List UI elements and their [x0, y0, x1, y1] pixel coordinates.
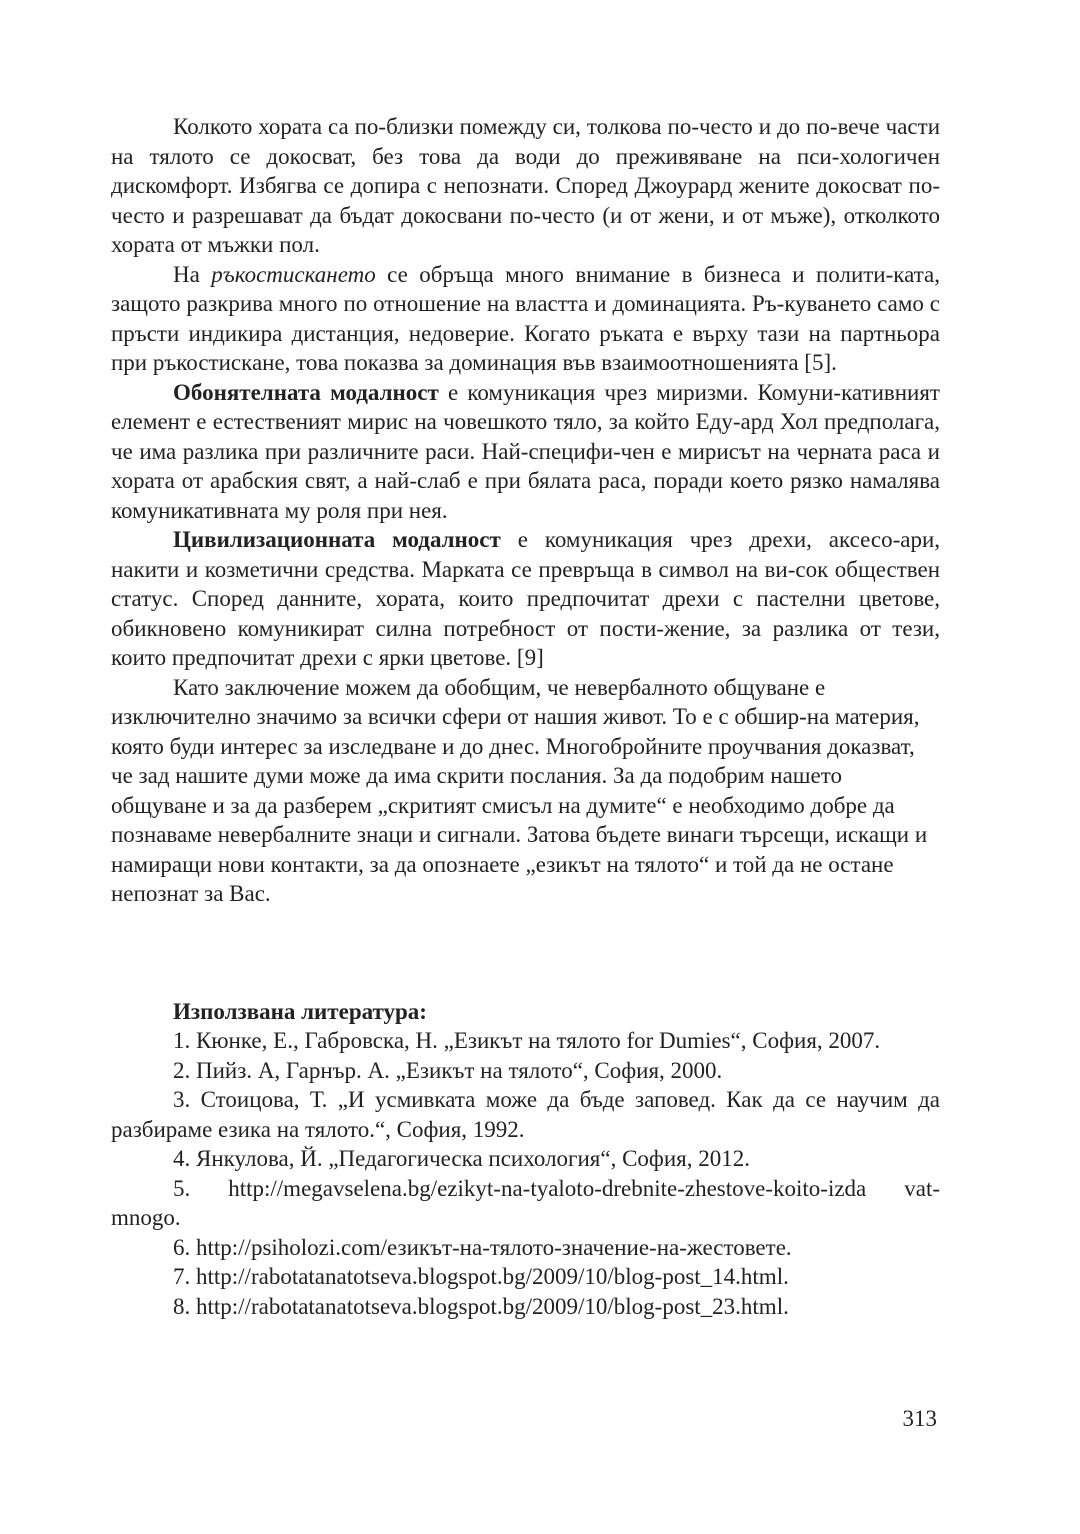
references-title: Използвана литература:	[173, 998, 427, 1024]
reference-item: 4. Янкулова, Й. „Педагогическа психология“, София, 2012.	[173, 1146, 750, 1171]
paragraph-text: На	[173, 261, 212, 287]
paragraph-text: е комуникация чрез дрехи, аксесо-ари, накити и козметични средства. Марката се превръща в символ на ви-сок обществен статус. Според данните, хората, които предпочитат дрехи с пастелни цветове, обикновено комуникират силна потребност от пости-жение, за разлика от тези, които предпочитат дрехи с ярки цветове. [9]	[111, 527, 941, 670]
paragraph-text: е комуникация чрез миризми. Комуни-кативният елемент е естественият мирис на човешкото тяло, за който Еду-ард Хол предполага, че има разлика при различните раси. Най-специфи-чен е мирисът на черната раса и хората от арабския свят, а най-слаб е при бялата раса, поради което рязко намалява комуникативната му роля при нея.	[111, 379, 940, 523]
bold-term: Цивилизационната модалност	[173, 527, 501, 552]
reference-item: 2. Пийз. А, Гарнър. А. „Езикът на тялото“, София, 2000.	[173, 1057, 723, 1083]
paragraph-text: се обръща много внимание в бизнеса и полити-ката, защото разкрива много по отношение на властта и доминацията. Ръ-куването само с пръсти индикира дистанция, недоверие. Когато ръката е върху тази на партньора при ръкостискане, това показва за доминация във взаимоотношенията [5].	[111, 261, 941, 375]
reference-item: 3. Стоицова, Т. „И усмивката може да бъде заповед. Как да се научим да разбираме езика на тялото.“, София, 1992.	[111, 1087, 940, 1142]
paragraph-touch	[111, 112, 940, 260]
paragraph-conclusion	[111, 673, 940, 909]
paragraph-civilization	[111, 525, 940, 673]
paragraph-text: Като заключение можем да обобщим, че невербалното общуване е изключително значимо за всички сфери от нашия живот. То е с обшир-на материя, която буди интерес за изследване и до днес. Многобройните проучвания доказват, че зад нашите думи може да има скрити послания. За да подобрим нашето общуване и за да разберем „скритият смисъл на думите“ е необходимо добре да познаваме невербалните знаци и сигнали. Затова бъдете винаги търсещи, искащи и намиращи нови контакти, за да опознаете „езикът на тялото“ и той да не остане непознат за Вас.	[111, 674, 928, 906]
reference-item: 8. http://rabotatanatotseva.blogspot.bg/2009/10/blog-post_23.html.	[173, 1293, 789, 1319]
paragraph-text: Колкото хората са по-близки помежду си, толкова по-често и до по-вече части на тялото се докосват, без това да води до преживяване на пси-хологичен дискомфорт. Избягва се допира с непознати. Според Джоурард жените докосват по-често и разрешават да бъдат докосвани по-често (и от жени, и от мъже), отколкото хората от мъжки пол.	[111, 114, 940, 257]
paragraph-olfactory	[111, 378, 940, 526]
references-section	[111, 997, 940, 1322]
paragraph-handshake	[111, 260, 940, 378]
page-number: 313	[902, 1406, 937, 1431]
italic-term: ръкостискането	[211, 261, 376, 287]
reference-item: 5. http://megavselena.bg/ezikyt-na-tyaloto-drebnite-zhestove-koito-izda vat-mnogo.	[111, 1175, 940, 1230]
reference-item: 7. http://rabotatanatotseva.blogspot.bg/2009/10/blog-post_14.html.	[173, 1264, 789, 1289]
bold-term: Обонятелната модалност	[173, 379, 439, 405]
reference-item: 6. http://psiholozi.com/езикът-на-тялото-значение-на-жестовете.	[173, 1234, 792, 1260]
reference-item: 1. Кюнке, Е., Габровска, Н. „Езикът на тялото for Dumies“, София, 2007.	[173, 1028, 881, 1053]
